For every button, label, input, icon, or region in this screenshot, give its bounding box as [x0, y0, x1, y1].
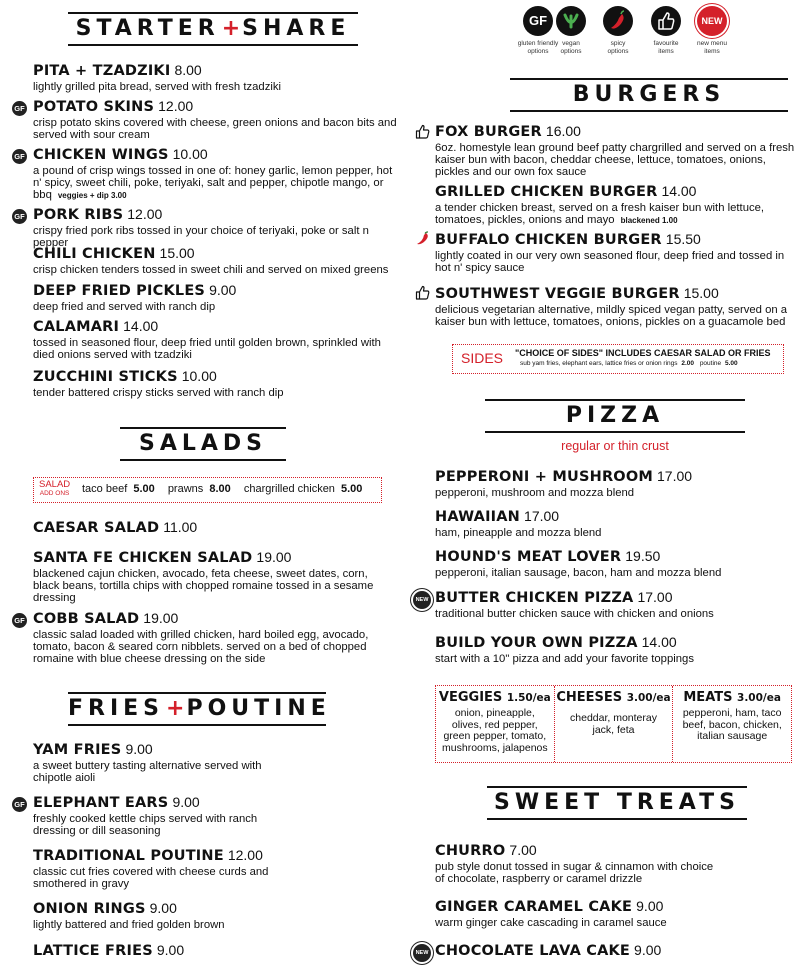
addons-list — [82, 483, 362, 495]
menu-item — [435, 231, 795, 274]
topping-heading — [555, 690, 673, 705]
menu-item — [33, 206, 403, 249]
starter-share-heading — [68, 12, 358, 46]
addons-label-line1: SALAD — [39, 479, 71, 490]
menu-item — [33, 282, 398, 313]
item-description-text: a pound of crisp wings tossed in one of: honey garlic, lemon pepper, hot n' spicy, sweet chili, poke, teriyaki, salt and pepper, chipotle mango, or bbq — [33, 165, 393, 202]
item-price: 11.00 — [163, 519, 198, 535]
fries-poutine-heading — [68, 692, 331, 726]
item-price: 8.00 — [174, 62, 202, 78]
item-description: ham, pineapple and mozza blend — [435, 527, 602, 539]
item-name: CHILI CHICKEN — [33, 246, 156, 262]
sides-sub-price: 5.00 — [724, 360, 738, 367]
addons-label — [39, 480, 70, 498]
item-name: PITA + TZADZIKI — [33, 63, 171, 79]
item-price: 9.00 — [636, 898, 664, 914]
item-price: 14.00 — [123, 318, 159, 334]
sweet-treats-heading: SWEET TREATS — [487, 786, 747, 820]
gf-icon: GF — [12, 209, 27, 224]
item-description: crispy fried pork ribs tossed in your choice of teriyaki, poke or salt n pepper — [33, 225, 369, 250]
pizza-subtitle: regular or thin crust — [561, 439, 669, 453]
addon-price: 8.00 — [209, 483, 231, 495]
legend-label-line: gluten friendly — [517, 40, 559, 47]
heading-text: SHARE — [242, 16, 351, 41]
item-note: veggies + dip 3.00 — [57, 191, 127, 201]
topping-name: MEATS — [683, 690, 733, 705]
menu-item — [435, 942, 795, 960]
item-description: lightly grilled pita bread, served with fresh tzadziki — [33, 81, 282, 93]
menu-item — [435, 548, 795, 579]
item-name: BUILD YOUR OWN PIZZA — [435, 635, 638, 651]
topping-items: cheddar, monteray jack, feta — [570, 712, 657, 736]
item-price: 15.00 — [159, 245, 195, 261]
legend-label — [684, 40, 740, 55]
burgers-heading: BURGERS — [510, 78, 788, 112]
item-price: 17.00 — [657, 468, 693, 484]
thumbs-up-icon — [415, 124, 431, 140]
item-description — [435, 202, 795, 227]
item-description: tossed in seasoned flour, deep fried until golden brown, sprinkled with died onions served with tzadziki — [33, 337, 381, 362]
new-badge-icon: NEW — [413, 591, 431, 609]
item-price: 9.00 — [125, 741, 153, 757]
item-description: pepperoni, italian sausage, bacon, ham and mozza blend — [435, 567, 722, 579]
heading-text: STARTER — [75, 16, 220, 41]
item-name: CALAMARI — [33, 319, 120, 335]
item-description: classic salad loaded with grilled chicken, hard boiled egg, avocado, tomato, bacon & seared corn nibblets. served on a bed of chopped romaine with blue cheese dressing on the side — [33, 629, 369, 666]
menu-item — [435, 285, 797, 328]
item-description: classic cut fries covered with cheese curds and smothered in gravy — [33, 866, 269, 891]
sides-sub-price: 2.00 — [681, 360, 694, 367]
legend-label-line: favourite — [653, 40, 679, 47]
item-name: FOX BURGER — [435, 124, 542, 140]
topping-items: onion, pineapple, olives, red pepper, green pepper, tomato, mushrooms, jalapenos — [442, 707, 548, 754]
item-description: traditional butter chicken sauce with chicken and onions — [435, 608, 714, 620]
menu-item — [33, 610, 393, 666]
new-badge-icon: NEW — [697, 6, 727, 36]
item-name: LATTICE FRIES — [33, 943, 153, 959]
topping-heading — [436, 690, 554, 705]
item-price: 9.00 — [209, 282, 237, 298]
sides-box — [452, 344, 784, 374]
salad-addons-box — [33, 477, 382, 503]
item-description: lightly coated in our very own seasoned flour, deep fried and tossed in hot n' spicy sauce — [435, 250, 785, 275]
addon-price: 5.00 — [133, 483, 155, 495]
item-description: delicious vegetarian alternative, mildly spiced vegan patty, served on a kaiser bun with lettuce, tomatoes, onions, pickles on a guacamole bed — [435, 304, 788, 329]
sides-sub-text: sub yam fries, elephant ears, lattice fries or onion rings — [520, 360, 678, 367]
addon-name: taco beef — [82, 483, 128, 495]
spicy-pepper-icon — [603, 6, 633, 36]
menu-item — [33, 942, 333, 960]
item-name: DEEP FRIED PICKLES — [33, 283, 206, 299]
item-description: deep fried and served with ranch dip — [33, 301, 216, 313]
menu-item — [435, 589, 795, 620]
menu-item — [435, 842, 765, 885]
item-price: 19.00 — [143, 610, 179, 626]
item-name: CAESAR SALAD — [33, 520, 160, 536]
item-price: 9.00 — [172, 794, 200, 810]
item-description: freshly cooked kettle chips served with ranch dressing or dill seasoning — [33, 813, 258, 838]
item-price: 10.00 — [172, 146, 208, 162]
menu-item — [33, 900, 333, 931]
item-description: crisp potato skins covered with cheese, green onions and bacon bits and served with sour cream — [33, 117, 397, 142]
menu-item — [33, 519, 398, 537]
item-name: YAM FRIES — [33, 742, 122, 758]
item-name: SANTA FE CHICKEN SALAD — [33, 550, 253, 566]
legend-label-line: new menu — [697, 40, 727, 47]
item-name: TRADITIONAL POUTINE — [33, 848, 224, 864]
heading-text: POUTINE — [186, 696, 331, 721]
item-price: 12.00 — [158, 98, 194, 114]
item-price: 9.00 — [149, 900, 177, 916]
heading-text: FRIES — [68, 696, 165, 721]
menu-item — [33, 98, 398, 141]
item-price: 14.00 — [641, 634, 677, 650]
item-price: 16.00 — [545, 123, 581, 139]
topping-name: VEGGIES — [438, 690, 503, 705]
salads-heading: SALADS — [120, 427, 286, 461]
menu-item — [33, 549, 393, 605]
item-description: crisp chicken tenders tossed in sweet chili and served on mixed greens — [33, 264, 389, 276]
item-name: ZUCCHINI STICKS — [33, 369, 178, 385]
item-name: BUFFALO CHICKEN BURGER — [435, 232, 662, 248]
legend-label-line: items — [658, 47, 674, 55]
item-name: HAWAIIAN — [435, 509, 521, 525]
icon-legend — [510, 6, 795, 60]
item-name: CHOCOLATE LAVA CAKE — [435, 943, 631, 959]
legend-label-line: vegan — [562, 40, 580, 47]
addon-name: prawns — [167, 483, 204, 495]
heading-plus: + — [166, 696, 185, 721]
spicy-pepper-icon — [415, 231, 431, 247]
item-description: blackened cajun chicken, avocado, feta cheese, sweet dates, corn, black beans, tortilla chips with chopped romaine tossed in a sesame dressing — [33, 568, 374, 605]
menu-item — [33, 794, 333, 837]
topping-heading — [673, 690, 791, 705]
item-name: ELEPHANT EARS — [33, 795, 169, 811]
topping-price: 1.50/ea — [506, 692, 551, 704]
item-price: 17.00 — [524, 508, 560, 524]
topping-price: 3.00/ea — [737, 692, 781, 704]
legend-new — [684, 6, 740, 55]
item-name: GINGER CARAMEL CAKE — [435, 899, 633, 915]
item-price: 19.50 — [625, 548, 661, 564]
menu-item — [33, 741, 333, 784]
topping-items: pepperoni, ham, taco beef, bacon, chicken, italian sausage — [682, 707, 782, 742]
item-name: PEPPERONI + MUSHROOM — [435, 469, 653, 485]
item-description: pub style donut tossed in sugar & cinnamon with choice of chocolate, raspberry or caramel drizzle — [435, 861, 714, 886]
gf-icon: GF — [12, 613, 27, 628]
item-price: 9.00 — [634, 942, 662, 958]
item-price: 14.00 — [661, 183, 697, 199]
sides-headline: "CHOICE OF SIDES" INCLUDES CAESAR SALAD OR FRIES — [515, 348, 771, 358]
item-description-text: a tender chicken breast, served on a fresh kaiser bun with lettuce, tomatoes, pickles, onions and mayo — [435, 202, 765, 227]
item-name: ONION RINGS — [33, 901, 146, 917]
item-description — [33, 165, 398, 203]
menu-item — [435, 123, 795, 179]
menu-item — [33, 368, 398, 399]
item-price: 15.00 — [683, 285, 719, 301]
item-price: 15.50 — [665, 231, 701, 247]
item-name: GRILLED CHICKEN BURGER — [435, 184, 658, 200]
menu-item — [33, 245, 398, 276]
legend-label-line: options — [527, 47, 549, 55]
new-badge-icon: NEW — [413, 944, 431, 962]
item-price: 7.00 — [509, 842, 537, 858]
menu-item — [435, 508, 795, 539]
topping-group — [555, 686, 674, 762]
item-price: 12.00 — [127, 206, 163, 222]
item-name: CHURRO — [435, 843, 506, 859]
item-name: COBB SALAD — [33, 611, 140, 627]
legend-label-line: options — [607, 47, 629, 55]
gf-icon: GF — [12, 149, 27, 164]
item-name: SOUTHWEST VEGGIE BURGER — [435, 286, 680, 302]
thumbs-up-icon — [651, 6, 681, 36]
menu-item — [435, 634, 795, 665]
pizza-toppings-box — [435, 685, 792, 763]
item-description: warm ginger cake cascading in caramel sauce — [435, 917, 667, 929]
item-price: 12.00 — [227, 847, 263, 863]
gf-icon: GF — [523, 6, 553, 36]
item-description: tender battered crispy sticks served with ranch dip — [33, 387, 284, 399]
topping-group — [673, 686, 791, 762]
item-description: start with a 10" pizza and add your favorite toppings — [435, 653, 694, 665]
menu-item — [33, 146, 398, 203]
sides-label: SIDES — [461, 350, 504, 366]
item-description: a sweet buttery tasting alternative served with chipotle aioli — [33, 760, 262, 785]
menu-item — [435, 183, 795, 227]
item-description: lightly battered and fried golden brown — [33, 919, 225, 931]
sides-sub-text: poutine — [699, 360, 722, 367]
thumbs-up-icon — [415, 285, 431, 301]
item-name: BUTTER CHICKEN PIZZA — [435, 590, 634, 606]
legend-label-line: items — [704, 47, 720, 55]
addon-name: chargrilled chicken — [243, 483, 335, 495]
menu-item — [33, 847, 333, 890]
menu-item — [435, 468, 795, 499]
pizza-heading: PIZZA — [485, 399, 745, 433]
item-price: 19.00 — [256, 549, 292, 565]
topping-group — [436, 686, 555, 762]
item-name: CHICKEN WINGS — [33, 147, 169, 163]
item-name: PORK RIBS — [33, 207, 124, 223]
gf-icon: GF — [12, 101, 27, 116]
item-price: 9.00 — [156, 942, 185, 958]
legend-label-line: spicy — [610, 40, 626, 47]
item-price: 17.00 — [637, 589, 673, 605]
gf-icon: GF — [12, 797, 27, 812]
item-description: 6oz. homestyle lean ground beef patty chargrilled and served on a fresh kaiser bun with bacon, cheddar cheese, lettuce, tomatoes, onions, pickles and our own fox sauce — [435, 142, 795, 179]
sides-sub — [520, 360, 738, 367]
item-description: pepperoni, mushroom and mozza blend — [435, 487, 635, 499]
item-note: blackened 1.00 — [620, 216, 678, 226]
menu-item — [33, 318, 398, 361]
addons-label-line2: ADD ONS — [39, 490, 70, 497]
vegan-leaf-icon — [556, 6, 586, 36]
addon-price: 5.00 — [341, 483, 363, 495]
item-price: 10.00 — [181, 368, 217, 384]
heading-plus: + — [221, 16, 241, 41]
item-name: POTATO SKINS — [33, 99, 155, 115]
topping-price: 3.00/ea — [626, 692, 671, 704]
menu-item — [33, 62, 398, 93]
topping-name: CHEESES — [556, 690, 623, 705]
legend-label-line: options — [560, 47, 582, 55]
menu-item — [435, 898, 795, 929]
item-name: HOUND'S MEAT LOVER — [435, 549, 622, 565]
